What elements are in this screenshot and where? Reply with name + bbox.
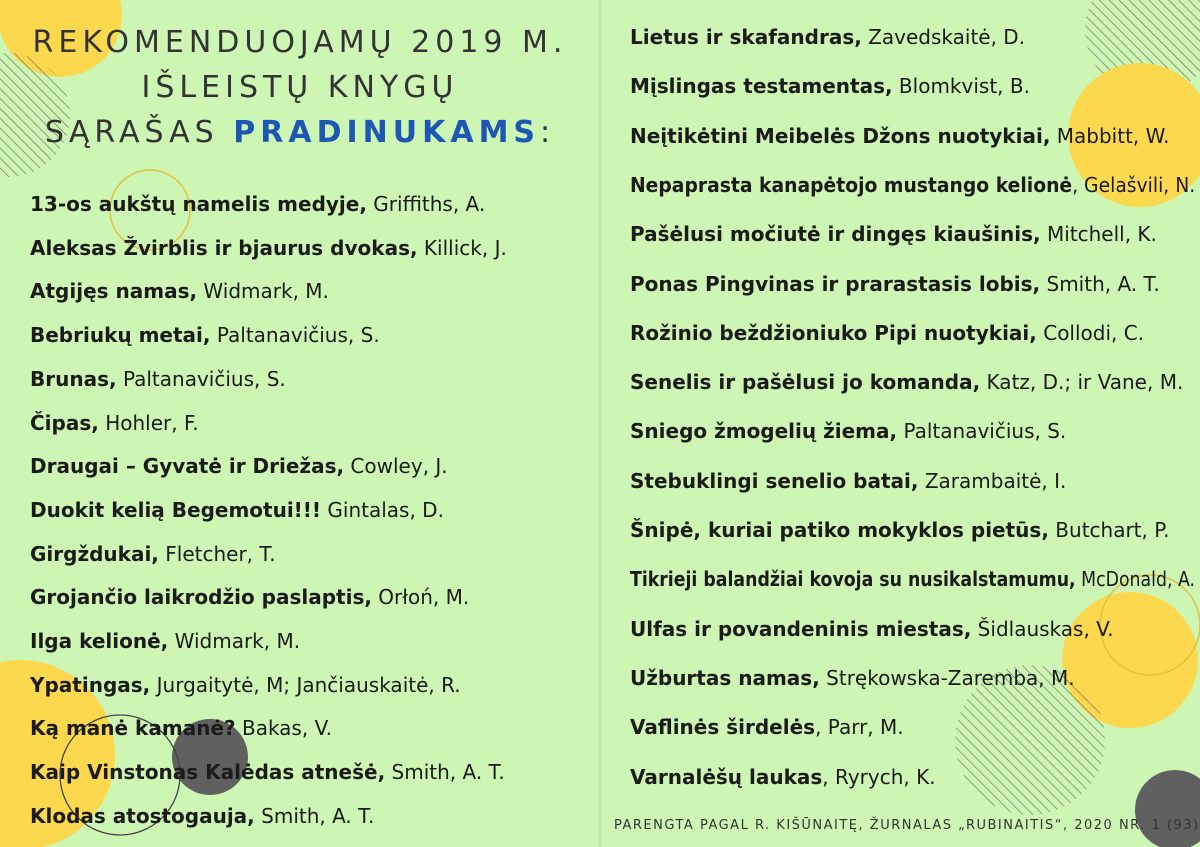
book-item xyxy=(30,497,444,523)
book-entry xyxy=(30,366,286,392)
book-title: Ulfas ir povandeninis miestas, xyxy=(630,616,972,641)
book-entry xyxy=(630,320,1144,346)
book-title: Pašėlusi močiutė ir dingęs kiaušinis, xyxy=(630,222,1041,247)
book-entry xyxy=(630,73,1030,99)
book-item xyxy=(630,271,1160,297)
book-item xyxy=(630,221,1157,247)
book-entry xyxy=(630,172,1195,198)
book-entry xyxy=(30,235,507,261)
dark-circle xyxy=(1135,770,1200,847)
book-author: Killick, J. xyxy=(417,235,507,260)
book-author: Hohler, F. xyxy=(98,410,199,435)
book-item xyxy=(630,172,1200,198)
book-author: , Ryrych, K. xyxy=(822,764,936,789)
title-line-3 xyxy=(0,110,600,155)
title-suffix: : xyxy=(540,115,556,150)
book-entry xyxy=(630,764,936,790)
book-author: Paltanavičius, S. xyxy=(116,366,286,391)
book-title: Šnipė, kuriai patiko mokyklos pietūs, xyxy=(630,518,1049,542)
book-author: Paltanavičius, S. xyxy=(210,323,380,348)
book-item xyxy=(30,235,507,261)
book-entry xyxy=(630,616,1114,642)
book-item xyxy=(30,584,469,610)
book-author: Collodi, C. xyxy=(1036,320,1145,345)
title-accent: PRADINUKAMS xyxy=(233,115,541,150)
book-entry xyxy=(30,803,374,829)
book-entry xyxy=(30,278,329,304)
book-title: Tikrieji balandžiai kovoja su nusikalstamumu, xyxy=(630,567,1076,592)
source-footer: PARENGTA PAGAL R. KIŠŪNAITĘ, ŽURNALAS „RUBINAITIS“, 2020 NR. 1 (93) xyxy=(614,818,1200,833)
book-author: Gintalas, D. xyxy=(321,497,444,522)
book-title: Brunas, xyxy=(30,366,117,391)
book-entry xyxy=(630,369,1183,395)
book-title: Senelis ir pašėlusi jo komanda, xyxy=(630,370,981,395)
book-author: Butchart, P. xyxy=(1048,518,1170,542)
book-entry xyxy=(30,672,461,698)
book-entry xyxy=(630,221,1157,247)
book-item xyxy=(630,24,1025,50)
book-author: Katz, D.; ir Vane, M. xyxy=(980,370,1184,395)
book-author: , Parr, M. xyxy=(815,715,904,740)
book-entry xyxy=(630,468,1066,494)
book-item xyxy=(630,566,1200,592)
book-item xyxy=(30,191,485,217)
book-entry xyxy=(630,418,1066,444)
book-title: Draugai – Gyvatė ir Driežas, xyxy=(30,454,345,479)
book-item xyxy=(30,453,448,479)
book-item xyxy=(30,672,461,698)
book-author: Mabbitt, W. xyxy=(1050,123,1170,148)
book-entry xyxy=(30,541,276,567)
book-title: Ypatingas, xyxy=(30,672,151,697)
book-entry xyxy=(30,410,199,436)
title-prefix: SĄRAŠAS xyxy=(44,115,234,150)
book-item xyxy=(30,628,300,654)
book-item xyxy=(30,759,505,785)
book-item xyxy=(30,278,329,304)
book-title: Nepaprasta kanapėtojo mustango kelionė xyxy=(630,172,1073,197)
book-author: Paltanavičius, S. xyxy=(897,419,1067,444)
book-entry xyxy=(630,714,904,740)
book-item xyxy=(30,715,332,741)
book-title: Girgždukai, xyxy=(30,541,159,566)
book-entry xyxy=(630,665,1075,691)
book-title: Ilga kelionė, xyxy=(30,629,169,653)
book-item xyxy=(30,541,276,567)
book-author: Griffiths, A. xyxy=(366,192,486,216)
book-title: Bebriukų metai, xyxy=(30,323,211,348)
book-title: Čipas, xyxy=(30,410,99,435)
book-title: Neįtikėtini Meibelės Džons nuotykiai, xyxy=(630,123,1051,148)
book-entry xyxy=(30,322,380,348)
book-title: 13-os aukštų namelis medyje, xyxy=(30,192,367,216)
book-entry xyxy=(630,566,1195,592)
book-author: Bakas, V. xyxy=(235,716,333,741)
book-author: Fletcher, T. xyxy=(158,541,276,566)
book-item xyxy=(30,366,286,392)
book-item xyxy=(630,468,1066,494)
book-title: Duokit kelią Begemotui!!! xyxy=(30,497,322,522)
book-item xyxy=(630,616,1114,642)
book-entry xyxy=(30,453,448,479)
book-title: Grojančio laikrodžio paslaptis, xyxy=(30,585,372,610)
book-entry xyxy=(30,759,505,785)
book-item xyxy=(630,517,1170,543)
book-author: Mitchell, K. xyxy=(1040,222,1157,247)
book-item xyxy=(30,322,380,348)
book-title: Užburtas namas, xyxy=(630,665,820,690)
book-author: Smith, A. T. xyxy=(254,803,375,828)
book-author: Widmark, M. xyxy=(197,279,329,304)
book-entry xyxy=(30,715,332,741)
book-author: Jurgaitytė, M; Jančiauskaitė, R. xyxy=(150,672,461,697)
book-author: McDonald, A. xyxy=(1075,567,1196,592)
page-title xyxy=(0,20,600,155)
book-title: Sniego žmogelių žiema, xyxy=(630,419,898,444)
book-author: Zarambaitė, I. xyxy=(918,468,1067,493)
book-title: Ką manė kamanė? xyxy=(30,716,236,741)
book-title: Rožinio beždžioniuko Pipi nuotykiai, xyxy=(630,320,1037,345)
book-title: Ponas Pingvinas ir prarastasis lobis, xyxy=(630,271,1041,296)
book-author: Smith, A. T. xyxy=(385,760,505,785)
book-entry xyxy=(630,24,1025,50)
book-entry xyxy=(630,517,1170,543)
book-title: Vaflinės širdelės xyxy=(630,715,816,740)
book-item xyxy=(630,73,1030,99)
book-title: Atgijęs namas, xyxy=(30,279,198,304)
book-author: Strękowska-Zaremba, M. xyxy=(819,665,1075,690)
book-entry xyxy=(630,123,1169,149)
book-title: Klodas atostogauja, xyxy=(30,803,255,828)
book-author: Zavedskaitė, D. xyxy=(861,25,1026,49)
book-item xyxy=(630,714,904,740)
book-entry xyxy=(30,584,469,610)
book-entry xyxy=(630,271,1160,297)
book-author: Orłoń, M. xyxy=(371,585,470,610)
book-author: Šidlauskas, V. xyxy=(971,616,1114,641)
book-item xyxy=(630,665,1075,691)
book-title: Varnalėšų laukas xyxy=(630,764,823,789)
book-title: Aleksas Žvirblis ir bjaurus dvokas, xyxy=(30,235,418,260)
book-item xyxy=(630,369,1183,395)
book-title: Kaip Vinstonas Kalėdas atnešė, xyxy=(30,760,386,785)
book-author: Cowley, J. xyxy=(344,454,448,479)
book-entry xyxy=(30,628,300,654)
book-item xyxy=(630,418,1066,444)
book-item xyxy=(30,410,199,436)
book-item xyxy=(630,320,1144,346)
title-line-1: REKOMENDUOJAMŲ 2019 M. xyxy=(32,25,568,60)
book-author: Blomkvist, B. xyxy=(892,74,1030,99)
book-entry xyxy=(30,497,444,523)
title-line-2: IŠLEISTŲ KNYGŲ xyxy=(141,70,459,105)
book-title: Lietus ir skafandras, xyxy=(630,25,862,49)
book-item xyxy=(630,123,1169,149)
book-title: Mįslingas testamentas, xyxy=(630,74,893,99)
book-entry xyxy=(30,191,485,217)
book-item xyxy=(630,764,936,790)
book-author: , Gelašvili, N. xyxy=(1072,172,1196,197)
book-item xyxy=(30,803,374,829)
book-author: Smith, A. T. xyxy=(1040,271,1160,296)
book-title: Stebuklingi senelio batai, xyxy=(630,468,919,493)
book-author: Widmark, M. xyxy=(168,629,301,653)
